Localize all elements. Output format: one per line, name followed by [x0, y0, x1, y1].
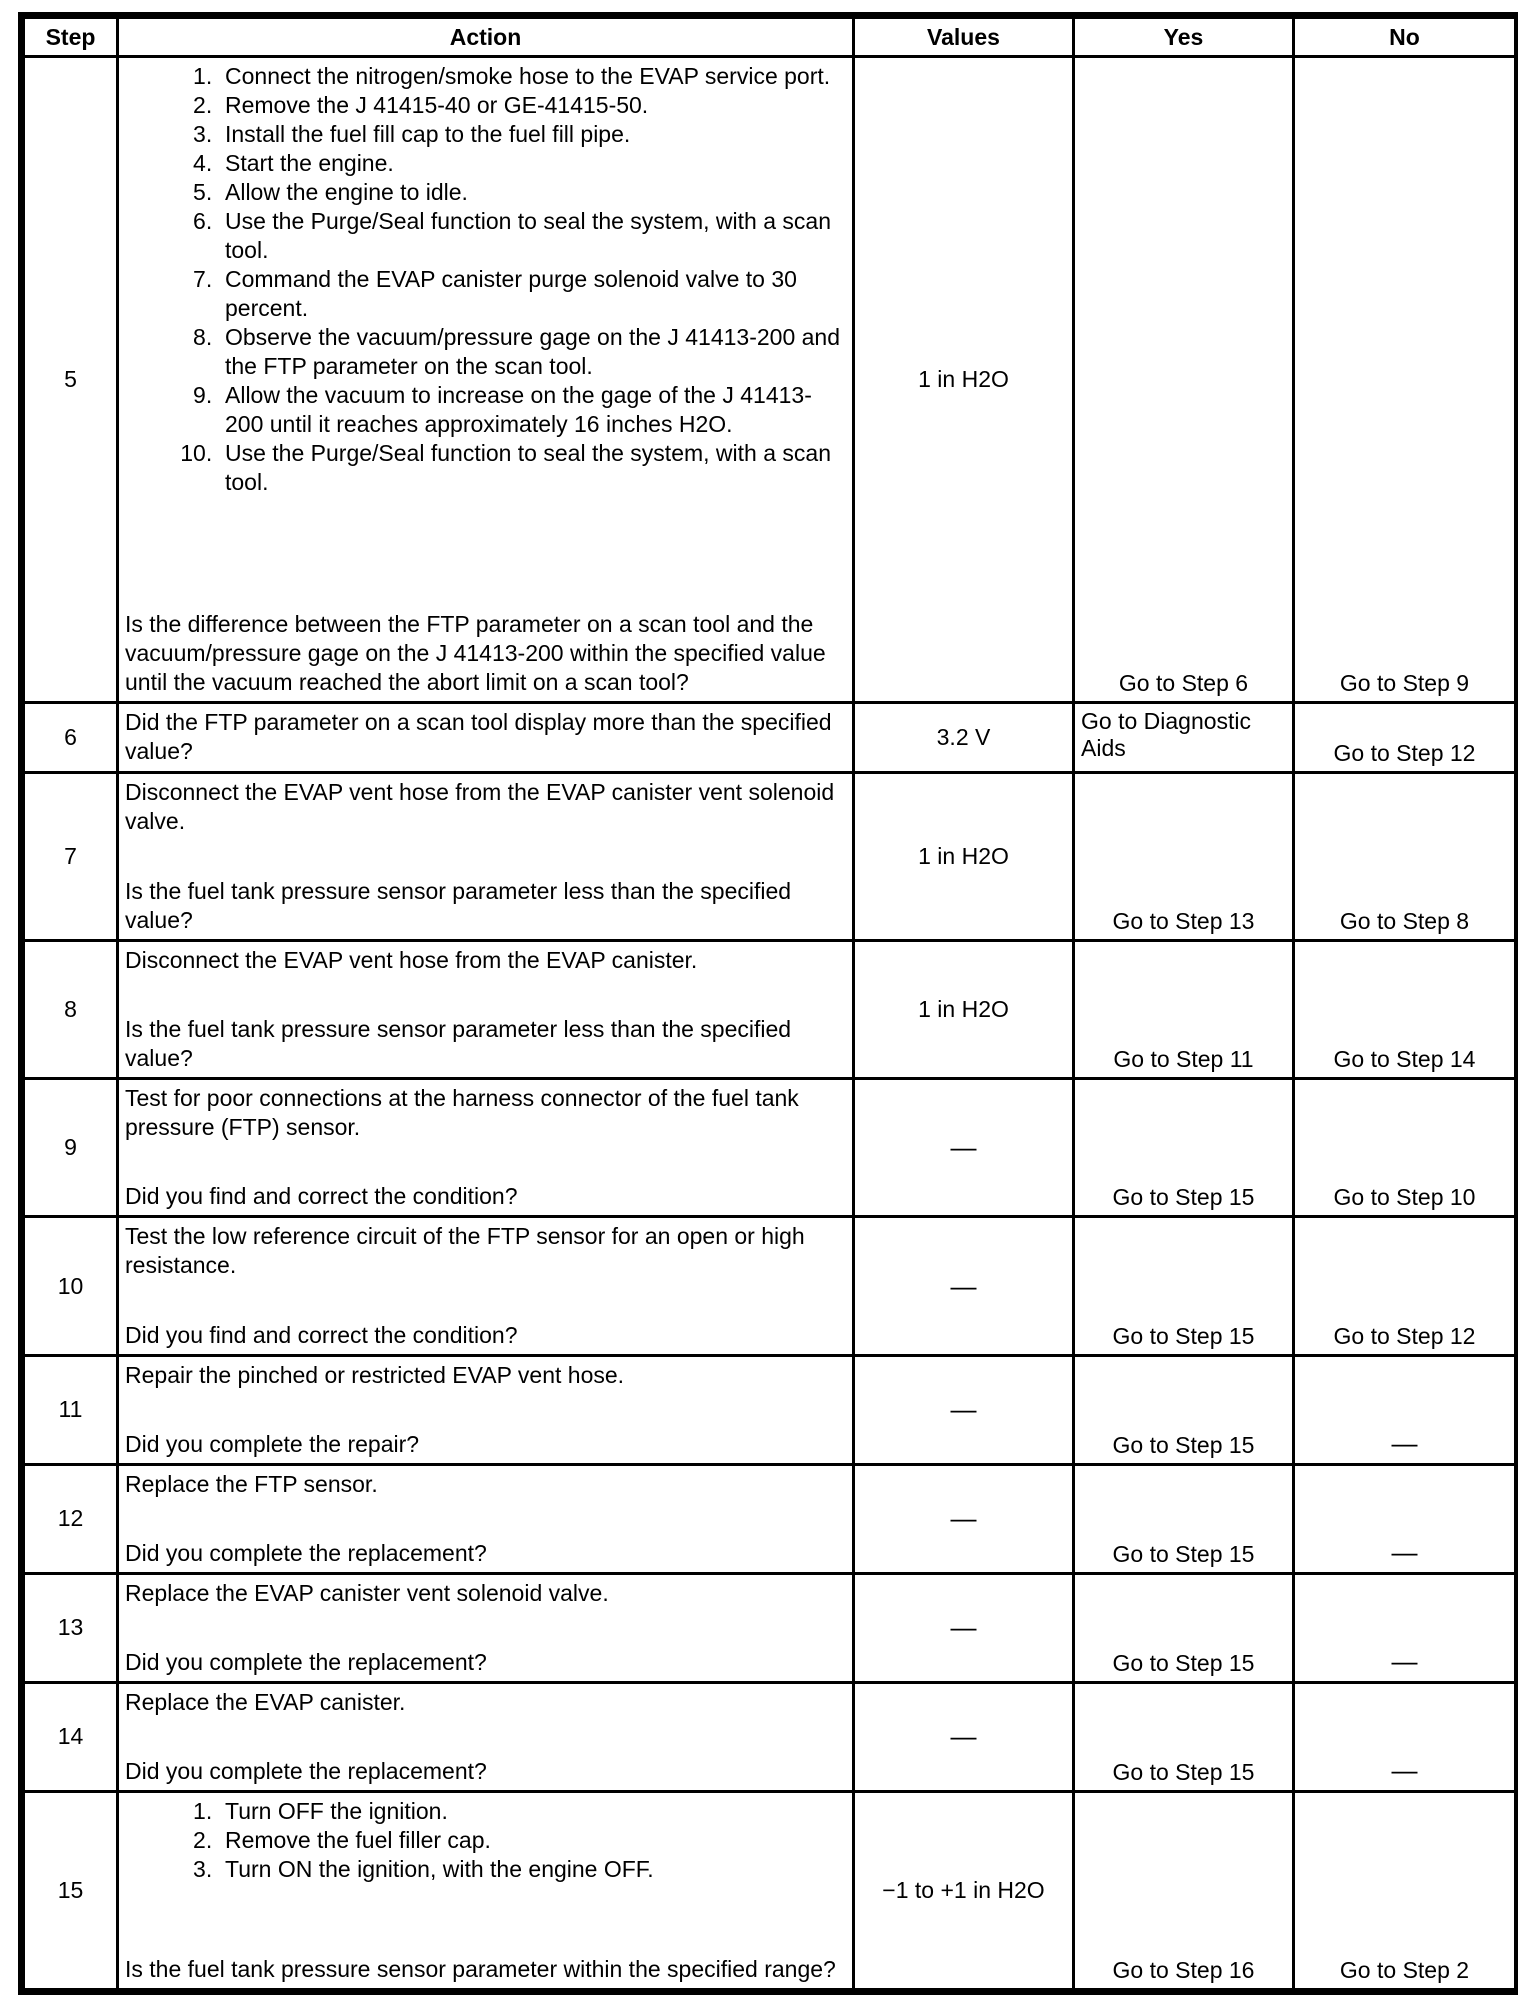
- no-cell: Go to Step 10: [1294, 1079, 1516, 1217]
- action-question: Is the fuel tank pressure sensor parameter less than the specified value?: [125, 1016, 792, 1072]
- action-cell: [118, 1791, 854, 1989]
- list-item: 8. Observe the vacuum/pressure gage on the J 41413-200 and the FTP parameter on the scan tool.: [225, 323, 844, 381]
- values-cell: —: [854, 1464, 1074, 1573]
- action-text: Replace the FTP sensor.: [125, 1470, 378, 1497]
- header-values: Values: [854, 18, 1074, 57]
- action-question: Is the fuel tank pressure sensor parameter less than the specified value?: [125, 877, 792, 933]
- yes-cell: Go to Step 15: [1074, 1355, 1294, 1464]
- action-cell: [118, 1573, 854, 1682]
- step-number: 6: [24, 703, 118, 773]
- step-number: 10: [24, 1217, 118, 1355]
- no-cell: Go to Step 12: [1294, 703, 1516, 773]
- no-cell: —: [1294, 1682, 1516, 1791]
- values-cell: 1 in H2O: [854, 57, 1074, 703]
- action-text: Test the low reference circuit of the FTP sensor for an open or high resistance.: [125, 1223, 805, 1279]
- table-row: [24, 703, 1516, 773]
- table-row: [24, 1079, 1516, 1217]
- list-item: 1. Turn OFF the ignition.: [225, 1797, 844, 1826]
- yes-cell: Go to Step 15: [1074, 1217, 1294, 1355]
- list-item: 6. Use the Purge/Seal function to seal the system, with a scan tool.: [225, 207, 844, 265]
- table-row: [24, 1464, 1516, 1573]
- list-item: 1. Connect the nitrogen/smoke hose to the EVAP service port.: [225, 62, 844, 91]
- step-number: 12: [24, 1464, 118, 1573]
- no-cell: Go to Step 14: [1294, 940, 1516, 1078]
- yes-cell: Go to Diagnostic Aids: [1074, 703, 1294, 773]
- header-no: No: [1294, 18, 1516, 57]
- yes-cell: Go to Step 13: [1074, 773, 1294, 941]
- action-cell: [118, 703, 854, 773]
- list-item: 5. Allow the engine to idle.: [225, 178, 844, 207]
- step-number: 13: [24, 1573, 118, 1682]
- action-cell: [118, 773, 854, 941]
- action-question: Did you complete the replacement?: [125, 1648, 487, 1675]
- action-question: Did you complete the repair?: [125, 1430, 420, 1457]
- table-row: [24, 940, 1516, 1078]
- no-cell: —: [1294, 1573, 1516, 1682]
- values-cell: —: [854, 1682, 1074, 1791]
- action-steps-list: [125, 1797, 844, 1884]
- step-number: 7: [24, 773, 118, 941]
- list-item: 3. Turn ON the ignition, with the engine OFF.: [225, 1855, 844, 1884]
- values-cell: 3.2 V: [854, 703, 1074, 773]
- action-cell: [118, 1355, 854, 1464]
- step-number: 11: [24, 1355, 118, 1464]
- no-cell: —: [1294, 1355, 1516, 1464]
- action-text: Disconnect the EVAP vent hose from the EVAP canister vent solenoid valve.: [125, 779, 835, 835]
- diagnostic-table: [22, 16, 1517, 1991]
- step-number: 9: [24, 1079, 118, 1217]
- action-cell: [118, 1217, 854, 1355]
- no-cell: Go to Step 9: [1294, 57, 1516, 703]
- yes-cell: Go to Step 15: [1074, 1682, 1294, 1791]
- values-cell: 1 in H2O: [854, 940, 1074, 1078]
- table-row: [24, 1573, 1516, 1682]
- action-cell: [118, 57, 854, 703]
- action-steps-list: [125, 62, 844, 497]
- action-question: Is the fuel tank pressure sensor parameter within the specified range?: [125, 1956, 836, 1982]
- action-cell: [118, 1464, 854, 1573]
- list-item: 10. Use the Purge/Seal function to seal the system, with a scan tool.: [225, 439, 844, 497]
- yes-cell: Go to Step 11: [1074, 940, 1294, 1078]
- values-cell: —: [854, 1217, 1074, 1355]
- action-cell: [118, 940, 854, 1078]
- yes-cell: Go to Step 15: [1074, 1464, 1294, 1573]
- action-question: Is the difference between the FTP parameter on a scan tool and the vacuum/pressure gage on the J 41413-200 within the specified value until the vacuum reached the abort limit on a scan tool?: [125, 611, 826, 696]
- table-row: [24, 57, 1516, 703]
- action-question: Did you find and correct the condition?: [125, 1183, 518, 1210]
- header-action: Action: [118, 18, 854, 57]
- action-text: Repair the pinched or restricted EVAP vent hose.: [125, 1361, 625, 1388]
- values-cell: 1 in H2O: [854, 773, 1074, 941]
- no-cell: Go to Step 12: [1294, 1217, 1516, 1355]
- action-cell: [118, 1682, 854, 1791]
- action-question: Did you find and correct the condition?: [125, 1321, 518, 1348]
- step-number: 15: [24, 1791, 118, 1989]
- action-question: Did you complete the replacement?: [125, 1757, 487, 1784]
- values-cell: —: [854, 1079, 1074, 1217]
- table-row: [24, 1217, 1516, 1355]
- no-cell: —: [1294, 1464, 1516, 1573]
- yes-cell: Go to Step 15: [1074, 1079, 1294, 1217]
- list-item: 2. Remove the J 41415-40 or GE-41415-50.: [225, 91, 844, 120]
- values-cell: —: [854, 1573, 1074, 1682]
- table-row: [24, 773, 1516, 941]
- list-item: 3. Install the fuel fill cap to the fuel fill pipe.: [225, 120, 844, 149]
- list-item: 2. Remove the fuel filler cap.: [225, 1826, 844, 1855]
- action-text: Did the FTP parameter on a scan tool display more than the specified value?: [125, 709, 832, 765]
- list-item: 9. Allow the vacuum to increase on the gage of the J 41413-200 until it reaches approximately 16 inches H2O.: [225, 381, 844, 439]
- header-step: Step: [24, 18, 118, 57]
- yes-cell: Go to Step 6: [1074, 57, 1294, 703]
- table-row: [24, 1791, 1516, 1989]
- step-number: 5: [24, 57, 118, 703]
- no-cell: Go to Step 2: [1294, 1791, 1516, 1989]
- list-item: 4. Start the engine.: [225, 149, 844, 178]
- yes-cell: Go to Step 16: [1074, 1791, 1294, 1989]
- list-item: 7. Command the EVAP canister purge solenoid valve to 30 percent.: [225, 265, 844, 323]
- values-cell: —: [854, 1355, 1074, 1464]
- step-number: 8: [24, 940, 118, 1078]
- table-row: [24, 1355, 1516, 1464]
- header-yes: Yes: [1074, 18, 1294, 57]
- no-cell: Go to Step 8: [1294, 773, 1516, 941]
- action-text: Replace the EVAP canister.: [125, 1688, 406, 1715]
- action-text: Disconnect the EVAP vent hose from the EVAP canister.: [125, 946, 698, 973]
- table-row: [24, 1682, 1516, 1791]
- action-cell: [118, 1079, 854, 1217]
- action-question: Did you complete the replacement?: [125, 1539, 487, 1566]
- diagnostic-table-document: [18, 12, 1518, 1995]
- action-text: Replace the EVAP canister vent solenoid valve.: [125, 1579, 609, 1606]
- header-row: [24, 18, 1516, 57]
- values-cell: −1 to +1 in H2O: [854, 1791, 1074, 1989]
- yes-cell: Go to Step 15: [1074, 1573, 1294, 1682]
- step-number: 14: [24, 1682, 118, 1791]
- action-text: Test for poor connections at the harness connector of the fuel tank pressure (FTP) sensor.: [125, 1085, 799, 1141]
